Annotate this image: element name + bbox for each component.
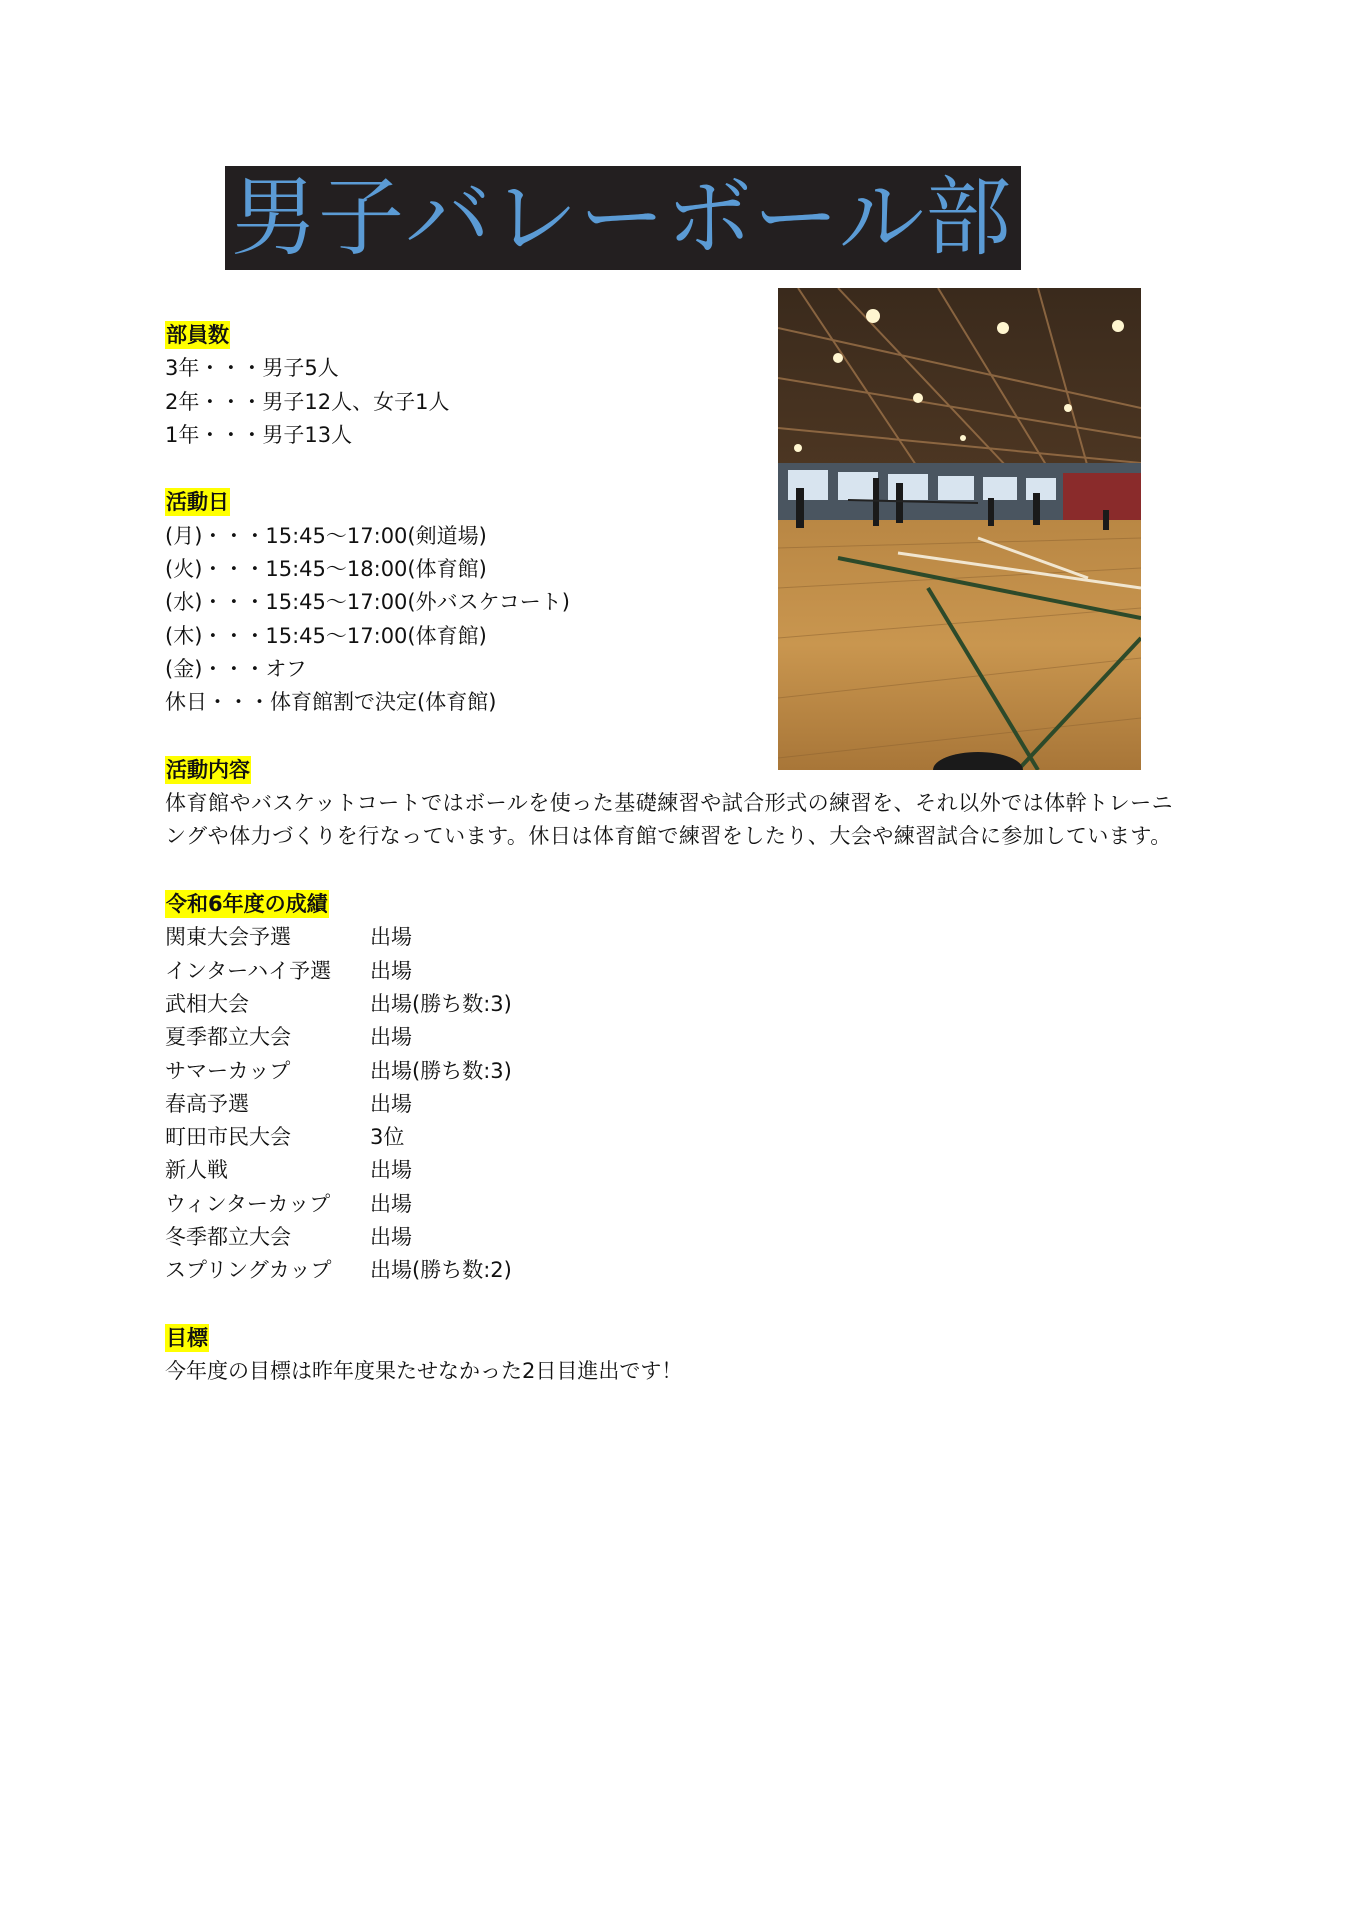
result-row xyxy=(165,1088,1205,1121)
schedule-section xyxy=(165,485,1205,719)
title-banner xyxy=(225,166,1021,270)
result-row xyxy=(165,1254,1205,1287)
result-value: 出場 xyxy=(370,925,412,950)
goal-heading: 目標 xyxy=(166,1325,208,1350)
result-name: 春高予選 xyxy=(165,1091,249,1116)
result-row xyxy=(165,1154,1205,1187)
members-line: 3年・・・男子5人 xyxy=(165,356,339,381)
members-line: 1年・・・男子13人 xyxy=(165,422,353,447)
members-heading: 部員数 xyxy=(166,323,229,347)
result-row xyxy=(165,955,1205,988)
result-row xyxy=(165,1021,1205,1054)
result-value: 出場 xyxy=(370,1091,412,1116)
result-row xyxy=(165,1188,1205,1221)
activities-section xyxy=(165,753,1205,854)
result-row xyxy=(165,1055,1205,1088)
result-name: 武相大会 xyxy=(165,991,249,1016)
result-value: 出場 xyxy=(370,958,412,983)
result-value: 3位 xyxy=(370,1125,405,1150)
schedule-line: 休日・・・体育館割で決定(体育館) xyxy=(165,690,497,715)
members-section xyxy=(165,318,1205,452)
result-name: 夏季都立大会 xyxy=(165,1025,291,1050)
result-name: 町田市民大会 xyxy=(165,1125,291,1150)
result-name: サマーカップ xyxy=(165,1058,291,1083)
result-name: インターハイ予選 xyxy=(165,958,332,983)
result-value: 出場(勝ち数:3) xyxy=(370,991,512,1016)
result-value: 出場(勝ち数:2) xyxy=(370,1258,512,1283)
result-row xyxy=(165,1121,1205,1154)
result-value: 出場 xyxy=(370,1191,412,1216)
schedule-line: (月)・・・15:45～17:00(剣道場) xyxy=(165,523,487,548)
members-line: 2年・・・男子12人、女子1人 xyxy=(165,389,450,414)
results-section xyxy=(165,887,1205,1288)
result-row xyxy=(165,1221,1205,1254)
activities-text: 体育館やバスケットコートではボールを使った基礎練習や試合形式の練習を、それ以外では体幹トレーニングや体力づくりを行なっています。休日は体育館で練習をしたり、大会や練習試合に参加しています。 xyxy=(165,791,1174,849)
schedule-line: (水)・・・15:45～17:00(外バスケコート) xyxy=(165,590,570,615)
result-row xyxy=(165,988,1205,1021)
result-name: 関東大会予選 xyxy=(165,925,291,950)
result-row xyxy=(165,921,1205,954)
result-value: 出場 xyxy=(370,1025,412,1050)
schedule-heading: 活動日 xyxy=(166,490,229,515)
result-name: 新人戦 xyxy=(165,1158,228,1183)
result-name: 冬季都立大会 xyxy=(165,1225,291,1250)
content xyxy=(165,318,1205,1389)
page-title: 男子バレーボール部 xyxy=(231,168,1013,268)
schedule-line: (金)・・・オフ xyxy=(165,656,307,681)
activities-heading: 活動内容 xyxy=(166,757,250,782)
result-value: 出場(勝ち数:3) xyxy=(370,1058,512,1083)
schedule-line: (木)・・・15:45～17:00(体育館) xyxy=(165,623,487,648)
result-value: 出場 xyxy=(370,1225,412,1250)
schedule-line: (火)・・・15:45～18:00(体育館) xyxy=(165,557,487,582)
result-name: ウィンターカップ xyxy=(165,1191,331,1216)
result-name: スプリングカップ xyxy=(165,1258,332,1283)
goal-section xyxy=(165,1321,1205,1389)
result-value: 出場 xyxy=(370,1158,412,1183)
goal-text: 今年度の目標は昨年度果たせなかった2日目進出です！ xyxy=(165,1359,683,1384)
results-heading: 令和6年度の成績 xyxy=(166,892,328,917)
